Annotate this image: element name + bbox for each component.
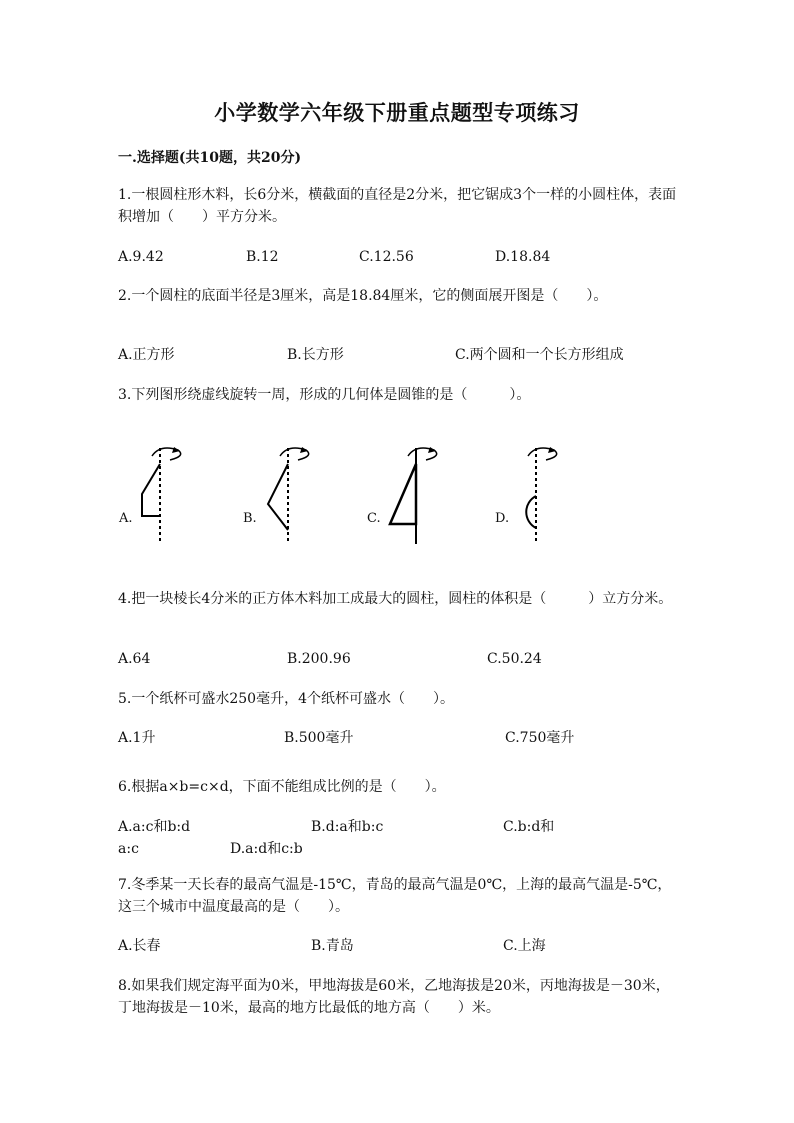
shape-outline	[526, 496, 536, 528]
figure-a[interactable]	[130, 440, 190, 548]
q4-option-a[interactable]: A.64	[118, 651, 151, 667]
question-2: 2.一个圆柱的底面半径是3厘米，高是18.84厘米，它的侧面展开图是（ ）。	[118, 288, 608, 304]
q1-option-b[interactable]: B.12	[246, 249, 279, 265]
q6-option-b[interactable]: B.d:a和b:c	[311, 819, 384, 835]
q7-option-a[interactable]: A.长春	[118, 938, 161, 954]
figure-d-label[interactable]: D.	[495, 511, 510, 526]
question-7: 7.冬季某一天长春的最高气温是-15℃，青岛的最高气温是0℃，上海的最高气温是-5℃，这三个城市中温度最高的是（ ）。	[118, 877, 672, 915]
q2-option-c[interactable]: C.两个圆和一个长方形组成	[455, 347, 624, 363]
question-5: 5.一个纸杯可盛水250毫升，4个纸杯可盛水（ ）。	[118, 691, 454, 707]
q4-option-c[interactable]: C.50.24	[487, 651, 542, 667]
q2-option-a[interactable]: A.正方形	[118, 347, 175, 363]
figure-c[interactable]	[386, 440, 446, 548]
figure-c-label[interactable]: C.	[367, 511, 381, 526]
figure-b[interactable]	[258, 440, 318, 548]
q6-option-a[interactable]: A.a:c和b:d	[118, 819, 191, 835]
q6-option-c-continued[interactable]: a:c	[118, 841, 139, 857]
q5-option-b[interactable]: B.500毫升	[284, 730, 354, 746]
question-8: 8.如果我们规定海平面为0米，甲地海拔是60米，乙地海拔是20米，丙地海拔是－30米，丁地海拔是－10米，最高的地方比最低的地方高（ ）米。	[118, 978, 670, 1016]
question-6: 6.根据a×b=c×d，下面不能组成比例的是（ ）。	[118, 779, 446, 795]
question-3: 3.下列图形绕虚线旋转一周，形成的几何体是圆锥的是（ ）。	[118, 387, 531, 403]
q4-option-b[interactable]: B.200.96	[287, 651, 351, 667]
page-title: 小学数学六年级下册重点题型专项练习	[214, 100, 580, 125]
figure-b-label[interactable]: B.	[243, 511, 257, 526]
question-1: 1.一根圆柱形木料，长6分米，横截面的直径是2分米，把它锯成3个一样的小圆柱体，表面积增加（ ）平方分米。	[118, 187, 677, 225]
q1-option-d[interactable]: D.18.84	[495, 249, 551, 265]
q7-option-c[interactable]: C.上海	[503, 938, 546, 954]
section-heading: 一.选择题(共10题，共20分)	[118, 150, 302, 166]
q2-option-b[interactable]: B.长方形	[287, 347, 344, 363]
figure-d[interactable]	[506, 440, 566, 548]
shape-outline	[268, 464, 288, 530]
figure-a-label[interactable]: A.	[119, 511, 133, 526]
q1-option-c[interactable]: C.12.56	[359, 249, 414, 265]
q5-option-a[interactable]: A.1升	[118, 730, 156, 746]
question-4: 4.把一块棱长4分米的正方体木料加工成最大的圆柱，圆柱的体积是（ ）立方分米。	[118, 591, 673, 607]
q6-option-d[interactable]: D.a:d和c:b	[230, 841, 303, 857]
q6-option-c[interactable]: C.b:d和	[503, 819, 555, 835]
q1-option-a[interactable]: A.9.42	[118, 249, 164, 265]
q5-option-c[interactable]: C.750毫升	[505, 730, 575, 746]
shape-outline	[142, 464, 160, 516]
shape-outline	[390, 464, 416, 524]
q7-option-b[interactable]: B.青岛	[311, 938, 354, 954]
